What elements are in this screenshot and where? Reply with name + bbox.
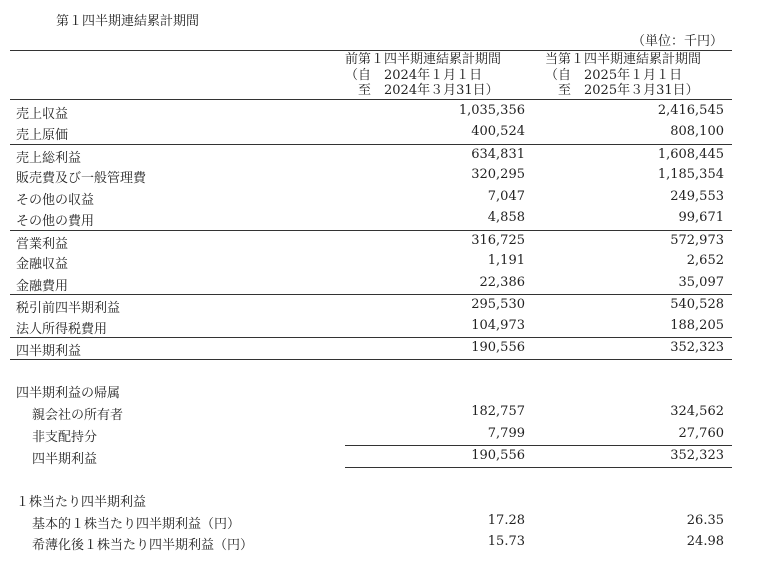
row-label: その他の費用 [16,214,95,229]
row-value-curr: 2,416,545 [657,103,724,118]
statement-title: 第１四半期連結累計期間 [56,14,200,29]
row-value-prev: 295,530 [471,297,525,312]
row-value-curr: 1,185,354 [657,167,724,182]
section-heading-row [10,489,732,510]
row-value-prev: 4,858 [487,210,525,225]
row-value-prev: 400,524 [471,124,525,139]
row-value-prev: 7,047 [487,189,525,204]
row-value-curr: 2,652 [686,253,724,268]
row-value-prev: 182,757 [471,404,525,419]
row-value-curr: 1,608,445 [657,147,724,162]
section-heading-row [10,380,732,401]
section-heading: 四半期利益の帰属 [16,386,121,401]
row-label: 四半期利益 [16,344,82,359]
table-row [10,446,732,467]
row-value-prev: 1,035,356 [458,103,525,118]
row-value-curr: 324,562 [670,404,724,419]
table-row [10,122,732,143]
row-label: その他の収益 [16,193,95,208]
column-header-prev-title: 前第１四半期連結累計期間 [345,52,502,67]
table-row [10,402,732,423]
table-row [10,511,732,532]
row-label: 四半期利益 [32,452,98,467]
table-row [10,230,732,252]
total-rule [345,467,732,468]
row-value-curr: 572,973 [670,233,724,248]
table-row [10,187,732,208]
table-row [10,532,732,553]
header-bottom-rule [10,99,732,100]
row-value-curr: 352,323 [670,340,724,355]
row-value-prev: 22,386 [479,275,525,290]
row-value-prev: 316,725 [471,233,525,248]
table-row [10,251,732,272]
column-header-prev-to: 至 2024年３月31日） [345,83,499,98]
table-row [10,208,732,229]
column-header-curr-title: 当第１四半期連結累計期間 [545,52,702,67]
unit-label: （単位：千円） [631,34,723,49]
row-label: 販売費及び一般管理費 [16,171,147,186]
row-value-prev: 190,556 [471,340,525,355]
row-value-curr: 249,553 [670,189,724,204]
row-value-curr: 808,100 [670,124,724,139]
table-row [10,101,732,122]
table-row [10,144,732,166]
row-value-prev: 104,973 [471,318,525,333]
table-row [10,273,732,294]
row-value-prev: 634,831 [471,147,525,162]
row-value-curr: 352,323 [670,448,724,463]
row-label: 税引前四半期利益 [16,301,121,316]
row-label: 金融収益 [16,257,69,272]
column-header-prev-from: （自 2024年１月１日 [345,67,483,83]
row-label: 売上総利益 [16,151,82,166]
row-value-prev: 320,295 [471,167,525,182]
row-label: 売上収益 [16,107,69,122]
row-label: 売上原価 [16,128,69,143]
row-label: 非支配持分 [32,430,98,445]
table-row [10,316,732,337]
row-value-prev: 17.28 [487,513,525,528]
table-row [10,294,732,316]
row-value-prev: 1,191 [487,253,525,268]
row-value-curr: 188,205 [670,318,724,333]
row-value-prev: 15.73 [487,534,525,549]
header-top-rule [10,50,732,51]
section-heading: １株当たり四半期利益 [16,495,147,510]
column-header-curr-to: 至 2025年３月31日） [545,83,699,98]
row-label: 営業利益 [16,237,69,252]
row-label: 金融費用 [16,279,69,294]
row-value-curr: 540,528 [670,297,724,312]
row-value-curr: 99,671 [678,210,724,225]
table-row [10,165,732,186]
table-row [10,337,732,360]
row-label: 親会社の所有者 [32,408,124,423]
row-value-prev: 7,799 [487,426,525,441]
column-header-curr-from: （自 2025年１月１日 [545,67,683,83]
row-value-prev: 190,556 [471,448,525,463]
row-value-curr: 35,097 [678,275,724,290]
column-header-prev [345,52,530,99]
column-header-curr [545,52,730,99]
row-value-curr: 24.98 [686,534,724,549]
row-value-curr: 27,760 [678,426,724,441]
row-label: 希薄化後１株当たり四半期利益（円） [32,538,254,553]
table-row [10,424,732,445]
row-value-curr: 26.35 [686,513,724,528]
row-label: 法人所得税費用 [16,322,108,337]
row-label: 基本的１株当たり四半期利益（円） [32,517,241,532]
